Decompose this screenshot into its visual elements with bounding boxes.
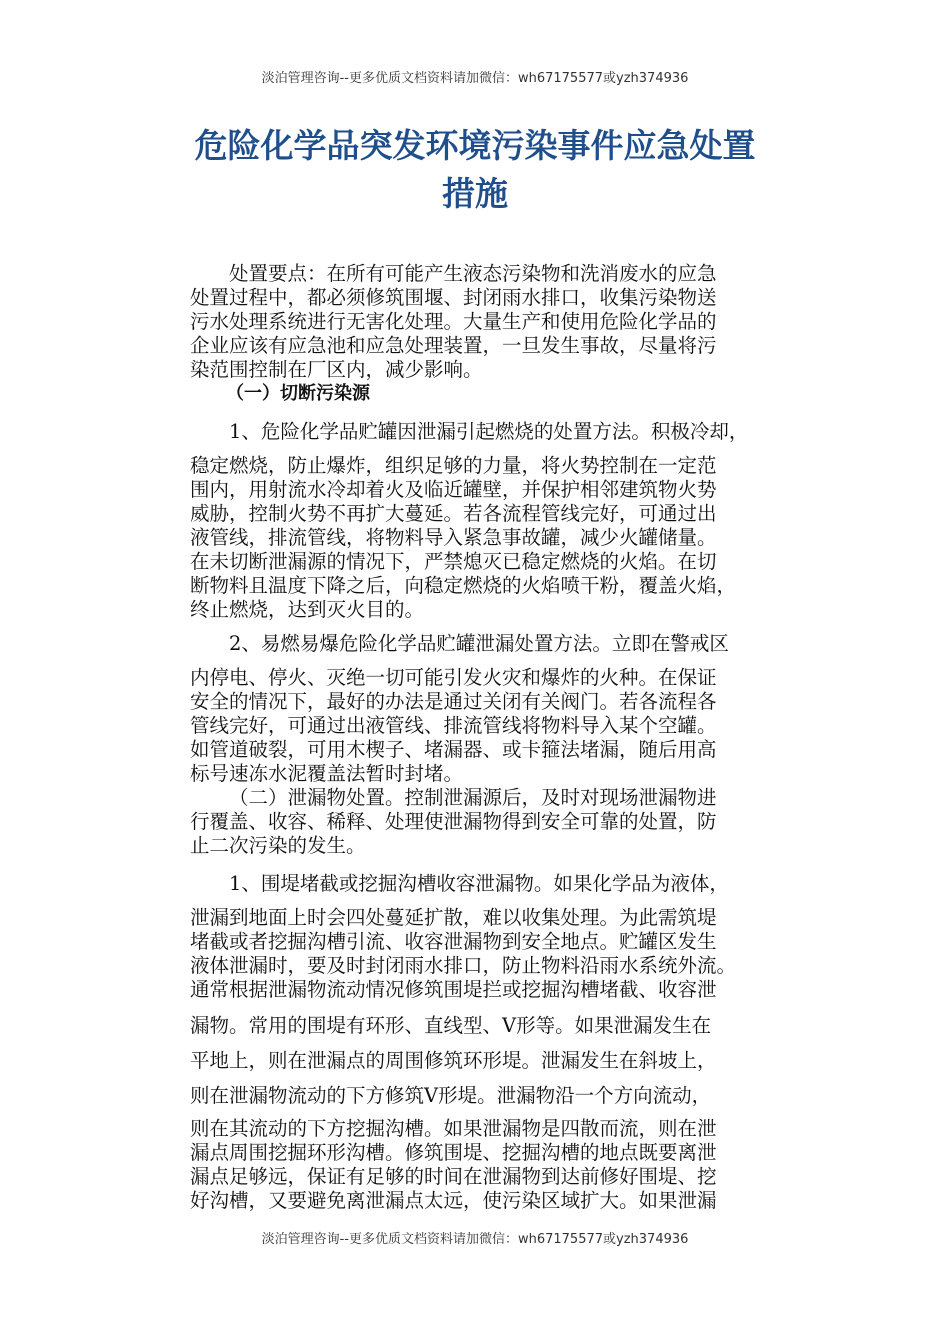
intro-line-1: 处置要点：在所有可能产生液态污染物和洗消废水的应急 [229, 262, 717, 285]
p1-line-8: 终止燃烧，达到灭火目的。 [190, 598, 425, 621]
p4-line-11: 漏点足够远，保证有足够的时间在泄漏物到达前修好围堤、挖 [190, 1165, 717, 1188]
paragraph-1 [190, 420, 830, 444]
paragraph-intro [190, 262, 830, 382]
title-line-1: 危险化学品突发环境污染事件应急处置 [194, 126, 756, 165]
p4-line-2: 泄漏到地面上时会四处蔓延扩散，难以收集处理。为此需筑堤 [190, 906, 717, 929]
p4-line-6: 漏物。常用的围堤有环形、直线型、V形等。如果泄漏发生在 [190, 1014, 712, 1037]
p1-line-7: 断物料且温度下降之后，向稳定燃烧的火焰喷干粉，覆盖火焰， [190, 574, 737, 597]
p3-line-1: （二）泄漏物处置。控制泄漏源后，及时对现场泄漏物进 [229, 786, 717, 809]
paragraph-2-cont [190, 666, 830, 786]
p4-line-5: 通常根据泄漏物流动情况修筑围堤拦或挖掘沟槽堵截、收容泄 [190, 978, 717, 1001]
page-footer: 淡泊管理咨询--更多优质文档资料请加微信：wh67175577或yzh374936 [261, 1232, 689, 1247]
p3-line-3: 止二次污染的发生。 [190, 834, 366, 857]
p2-line-5: 如管道破裂，可用木楔子、堵漏器、或卡箍法堵漏，随后用高 [190, 738, 717, 761]
paragraph-1-cont [190, 454, 830, 622]
paragraph-4-block-1 [190, 906, 830, 1002]
paragraph-3 [190, 786, 830, 858]
p1-line-3: 围内，用射流水冷却着火及临近罐壁，并保护相邻建筑物火势 [190, 478, 717, 501]
p2-line-3: 安全的情况下，最好的办法是通过关闭有关阀门。若各流程各 [190, 690, 717, 713]
p4-line-10: 漏点周围挖掘环形沟槽。修筑围堤、挖掘沟槽的地点既要离泄 [190, 1141, 717, 1164]
p4-line-12: 好沟槽，又要避免离泄漏点太远，使污染区域扩大。如果泄漏 [190, 1189, 717, 1212]
p2-line-2: 内停电、停火、灭绝一切可能引发火灾和爆炸的火种。在保证 [190, 666, 717, 689]
p1-line-2: 稳定燃烧，防止爆炸，组织足够的力量，将火势控制在一定范 [190, 454, 717, 477]
page-header: 淡泊管理咨询--更多优质文档资料请加微信：wh67175577或yzh374936 [261, 71, 689, 86]
paragraph-2 [190, 632, 830, 656]
title-line-2: 措施 [442, 174, 508, 213]
paragraph-4 [190, 872, 830, 896]
intro-line-2: 处置过程中，都必须修筑围堰、封闭雨水排口，收集污染物送 [190, 286, 717, 309]
intro-line-4: 企业应该有应急池和应急处理装置，一旦发生事故，尽量将污 [190, 334, 717, 357]
section-heading-1: （一）切断污染源 [226, 383, 370, 404]
p1-line-6: 在未切断泄漏源的情况下，严禁熄灭已稳定燃烧的火焰。在切 [190, 550, 717, 573]
p2-line-4: 管线完好，可通过出液管线、排流管线将物料导入某个空罐。 [190, 714, 717, 737]
intro-line-3: 污水处理系统进行无害化处理。大量生产和使用危险化学品的 [190, 310, 717, 333]
p3-line-2: 行覆盖、收容、稀释、处理使泄漏物得到安全可靠的处置，防 [190, 810, 717, 833]
p2-line-6: 标号速冻水泥覆盖法暂时封堵。 [190, 762, 464, 785]
paragraph-4-block-2 [190, 1117, 830, 1213]
p4-line-7: 平地上，则在泄漏点的周围修筑环形堤。泄漏发生在斜坡上， [190, 1049, 717, 1072]
p1-line-4: 威胁，控制火势不再扩大蔓延。若各流程管线完好，可通过出 [190, 502, 717, 525]
p1-line-1: 1、危险化学品贮罐因泄漏引起燃烧的处置方法。积极冷却， [229, 420, 749, 443]
document-title [0, 122, 950, 218]
p4-line-8: 则在泄漏物流动的下方修筑V形堤。泄漏物沿一个方向流动， [190, 1084, 712, 1107]
p2-line-1: 2、易燃易爆危险化学品贮罐泄漏处置方法。立即在警戒区 [229, 632, 729, 655]
p4-line-1: 1、围堤堵截或挖掘沟槽收容泄漏物。如果化学品为液体， [229, 872, 729, 895]
p4-line-9: 则在其流动的下方挖掘沟槽。如果泄漏物是四散而流，则在泄 [190, 1117, 717, 1140]
paragraph-4-wide [190, 1008, 830, 1113]
p1-line-5: 液管线，排流管线，将物料导入紧急事故罐，减少火罐储量。 [190, 526, 717, 549]
document-body [190, 262, 830, 1213]
intro-line-5: 染范围控制在厂区内，减少影响。 [190, 358, 483, 381]
p4-line-3: 堵截或者挖掘沟槽引流、收容泄漏物到安全地点。贮罐区发生 [190, 930, 717, 953]
p4-line-4: 液体泄漏时，要及时封闭雨水排口，防止物料沿雨水系统外流。 [190, 954, 737, 977]
